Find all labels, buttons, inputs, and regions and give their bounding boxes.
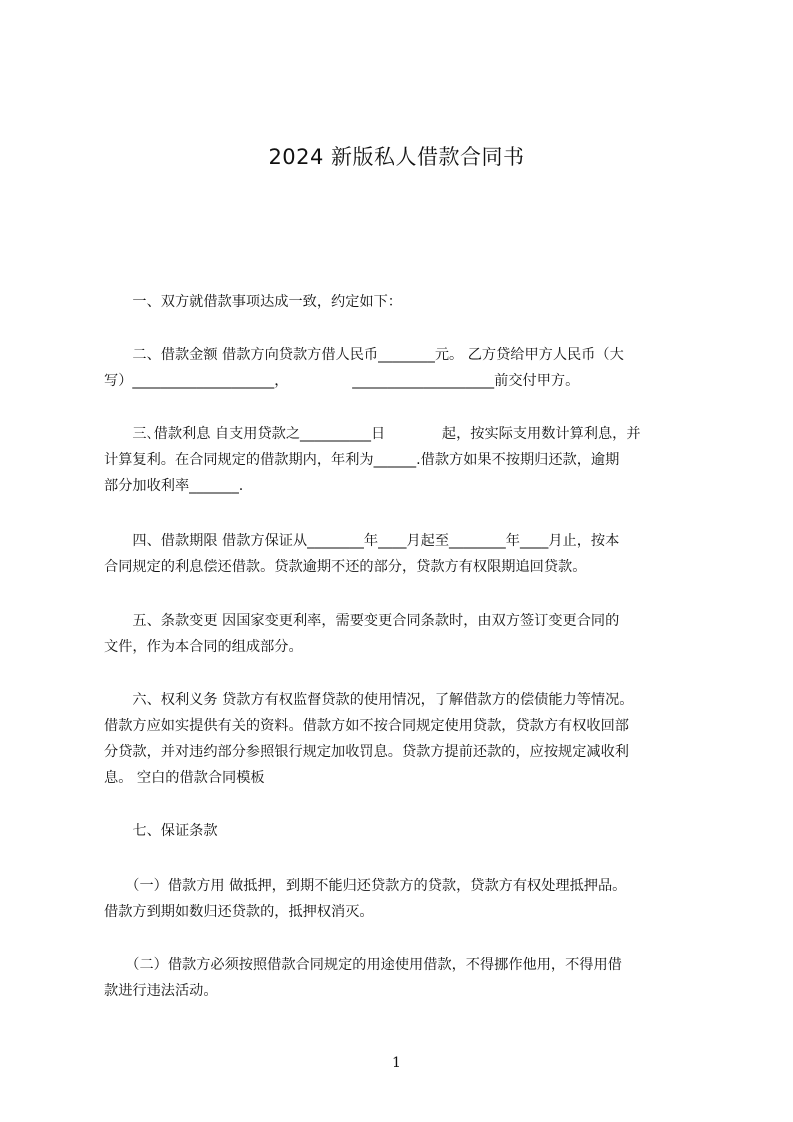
clause-line: 六、权利义务 贷款方有权监督贷款的使用情况，了解借款方的偿债能力等情况。 [104, 692, 634, 708]
clause-line: 部分加收利率_______. [104, 478, 244, 494]
clause-7-guarantee [104, 818, 704, 844]
clause-7-1-collateral [104, 873, 704, 925]
clause-1 [104, 289, 704, 315]
clause-line: 七、保证条款 [104, 823, 218, 839]
clause-line: 款进行违法活动。 [104, 983, 218, 999]
clause-line: 借款方应如实提供有关的资料。借款方如不按合同规定使用贷款，贷款方有权收回部 [104, 718, 629, 734]
clause-line: 息。 空白的借款合同模板 [104, 770, 265, 786]
clause-4-term [104, 528, 704, 580]
clause-line: 写）____________________， ____________________前交付甲方。 [104, 373, 580, 389]
clause-line: 合同规定的利息偿还借款。贷款逾期不还的部分，贷款方有权限期追回贷款。 [104, 559, 587, 575]
clause-6-rights [104, 687, 704, 791]
clause-2-loan-amount [104, 342, 704, 394]
clause-line: 计算复利。在合同规定的借款期内，年利为______.借款方如果不按期归还款，逾期 [104, 452, 620, 468]
clause-line: 四、借款期限 借款方保证从________年____月起至________年____月止，按本 [104, 533, 620, 549]
clause-5-amendment [104, 608, 704, 660]
clause-line: 二、借款金额 借款方向贷款方借人民币________元。 乙方贷给甲方人民币（大 [104, 347, 624, 363]
clause-line: 文件，作为本合同的组成部分。 [104, 639, 303, 655]
clause-line: 借款方到期如数归还贷款的，抵押权消灭。 [104, 904, 374, 920]
clause-line: 一、双方就借款事项达成一致，约定如下： [104, 294, 402, 310]
clause-line: （一）借款方用 做抵押，到期不能归还贷款方的贷款，贷款方有权处理抵押品。 [104, 878, 627, 894]
clause-line: 分贷款，并对违约部分参照银行规定加收罚息。贷款方提前还款的，应按规定减收利 [104, 744, 629, 760]
document-title: 2024 新版私人借款合同书 [268, 145, 525, 169]
clause-line: 三､借款利息 自支用贷款之__________日 起，按实际支用数计算利息，并 [104, 426, 641, 442]
page-number: 1 [392, 1055, 401, 1071]
clause-line: 五、条款变更 因国家变更利率，需要变更合同条款时，由双方签订变更合同的 [104, 613, 620, 629]
clause-7-2-usage [104, 952, 704, 1004]
clause-line: （二）借款方必须按照借款合同规定的用途使用借款，不得挪作他用，不得用借 [104, 957, 622, 973]
clause-3-interest [104, 421, 704, 499]
